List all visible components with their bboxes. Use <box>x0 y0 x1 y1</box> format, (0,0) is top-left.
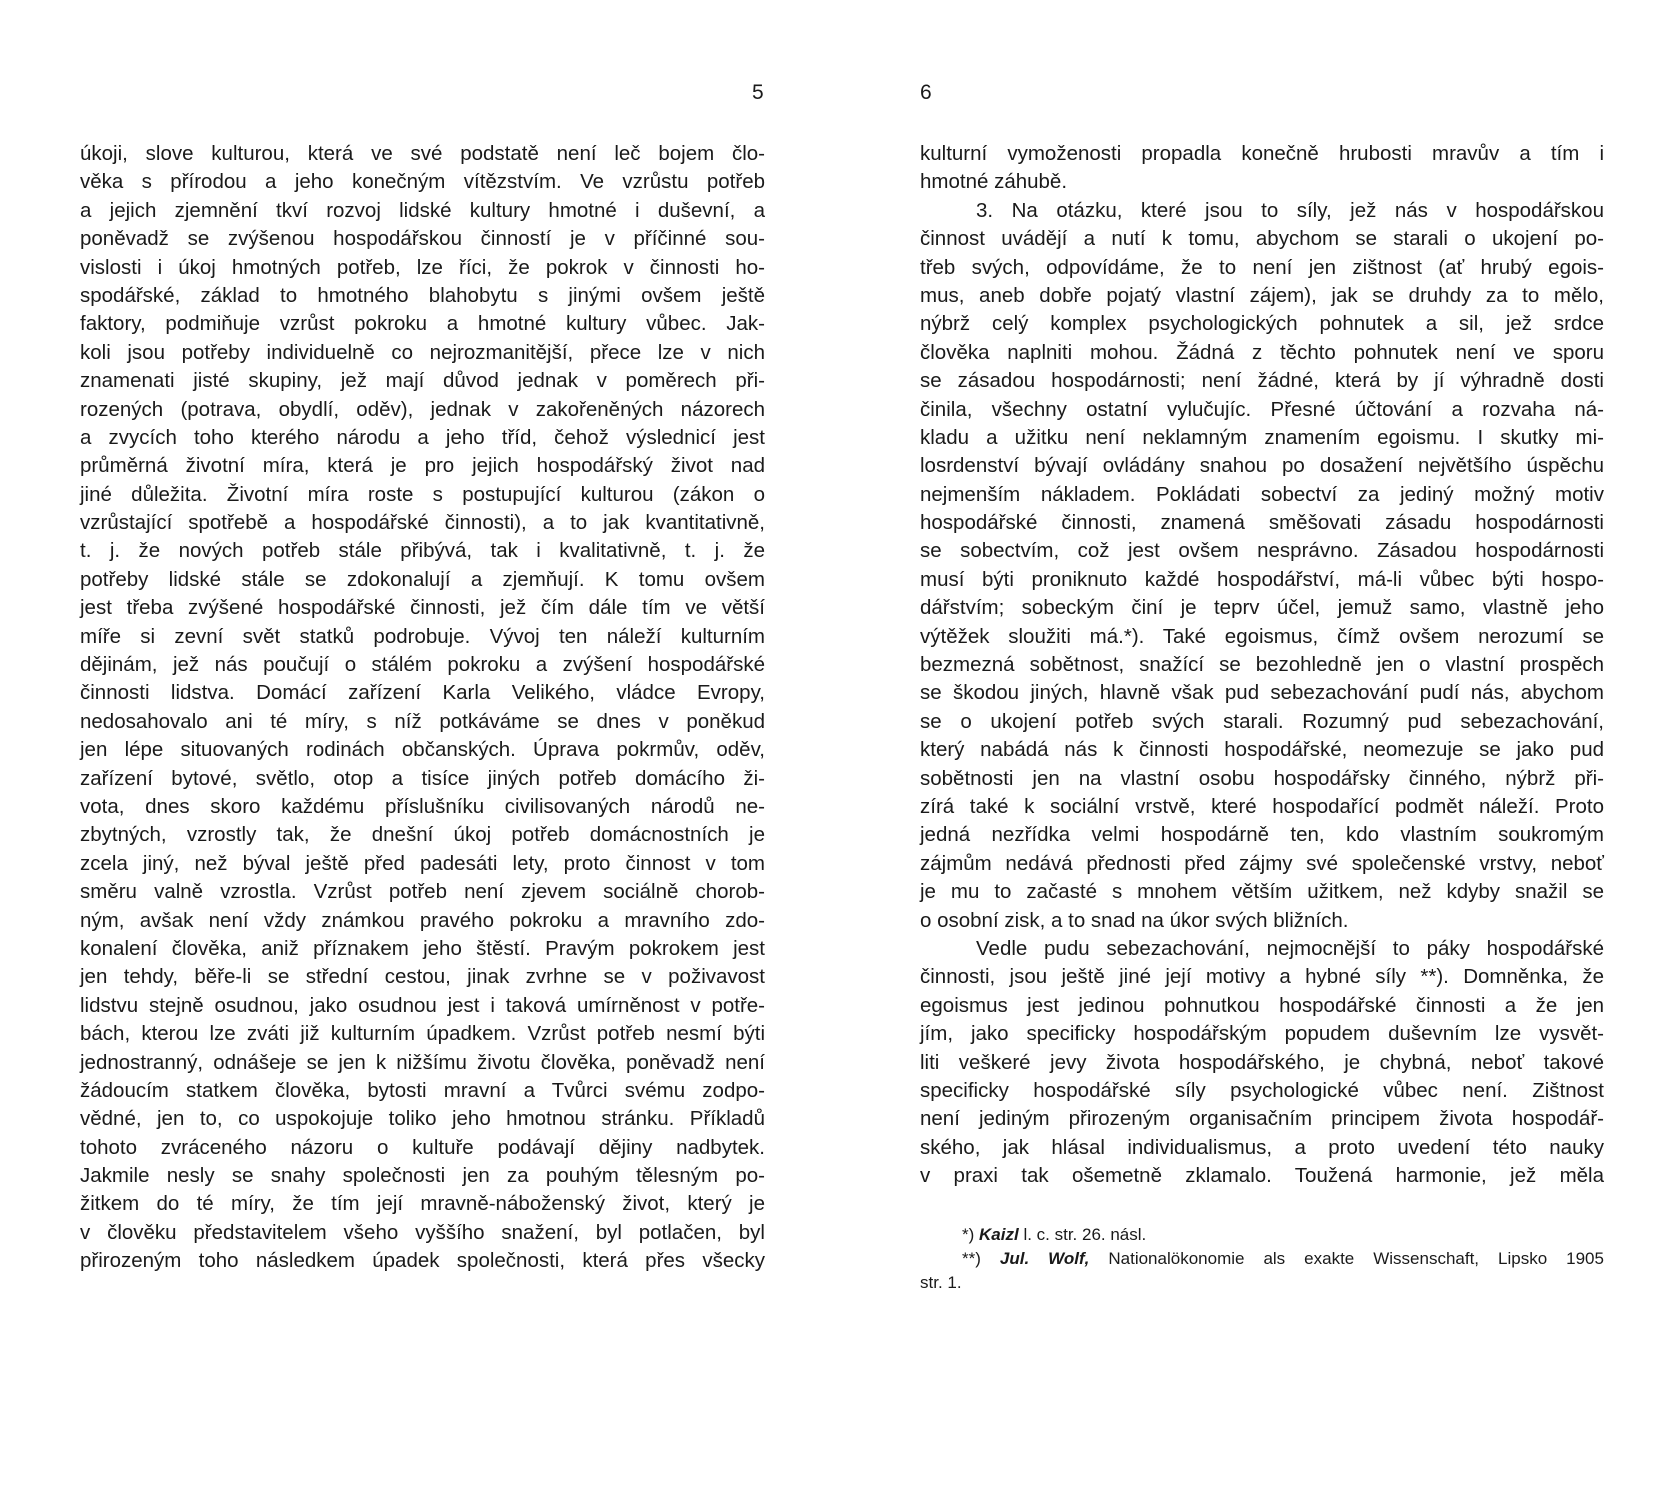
text-line: vota, dnes skoro každému příslušníku civilisovaných národů ne- <box>80 794 765 818</box>
text-line: hospodářské činnosti, znamená směšovati zásadu hospodárnosti <box>920 511 1604 535</box>
footnote-continuation: str. 1. <box>920 1273 962 1292</box>
footnote-author: Kaizl <box>979 1225 1019 1244</box>
text-line: tohoto zvráceného názoru o kultuře podávají dějiny nadbytek. <box>80 1135 765 1159</box>
text-line: úkoji, slove kulturou, která ve své podstatě není leč bojem člo- <box>80 142 765 165</box>
left-page-text <box>80 140 765 1276</box>
text-line: zájmům nedává přednosti před zájmy své společenské vrstvy, neboť <box>920 851 1604 875</box>
text-line: se o ukojení potřeb svých starali. Rozumný pud sebezachování, <box>920 709 1604 733</box>
text-line: ným, avšak není vždy známkou pravého pokroku a mravního zdo- <box>80 908 765 932</box>
footnote-author: Jul. Wolf, <box>999 1249 1090 1268</box>
text-line: jiné důležita. Životní míra roste s postupující kulturou (zákon o <box>80 482 765 506</box>
text-line: faktory, podmiňuje vzrůst pokroku a hmotné kultury vůbec. Jak- <box>80 312 765 336</box>
text-line: musí býti proniknuto každé hospodářství, má-li vůbec býti hospo- <box>920 567 1604 591</box>
text-line: liti veškeré jevy života hospodářského, je chybná, neboť takové <box>920 1050 1604 1074</box>
footnote <box>920 1247 1604 1295</box>
text-line: nedosahovalo ani té míry, s níž potkáváme se dnes v poněkud <box>80 709 765 733</box>
text-line: v praxi tak ošemetně zklamalo. Toužená harmonie, jež měla <box>920 1164 1604 1188</box>
text-line: a zvycích toho kterého národu a jeho tříd, čehož výslednicí jest <box>80 425 765 449</box>
text-line: směru valně vzrostla. Vzrůst potřeb není zjevem sociálně chorob- <box>80 880 765 904</box>
text-line: není jediným přirozeným organisačním principem života hospodář- <box>920 1107 1604 1131</box>
text-line: o osobní zisk, a to snad na úkor svých bližních. <box>920 908 1349 932</box>
footnote-text: l. c. str. 26. násl. <box>1023 1225 1147 1244</box>
text-line: se zásadou hospodárnosti; není žádné, která by jí výhradně dosti <box>920 369 1604 393</box>
text-line: Jakmile nesly se snahy společnosti jen za pouhým tělesným po- <box>80 1164 765 1188</box>
text-line: dářstvím; sobeckým činí je teprv účel, jemuž samo, vlastně jeho <box>920 596 1604 620</box>
text-line: potřeby lidské stále se zdokonalují a zjemňují. K tomu ovšem <box>80 567 765 591</box>
text-line: činnosti lidstva. Domácí zařízení Karla Velikého, vládce Evropy, <box>80 681 765 705</box>
text-line: který nabádá nás k činnosti hospodářské, neomezuje se jako pud <box>920 738 1604 762</box>
text-line: spodářské, základ to hmotného blahobytu s jinými ovšem ještě <box>80 283 765 307</box>
text-line: losrdenství bývají ovládány snahou po dosažení největšího úspěchu <box>920 454 1604 478</box>
text-line: zařízení bytové, světlo, otop a tisíce jiných potřeb domácího ži- <box>80 766 765 790</box>
text-line: zbytných, vzrostly tak, že dnešní úkoj potřeb domácnostních je <box>80 823 765 847</box>
text-line: jen tehdy, běře-li se střední cestou, jinak zvrhne se v poživavost <box>80 965 765 989</box>
text-line: egoismus jest jedinou pohnutkou hospodářské činnosti a že jen <box>920 993 1604 1017</box>
text-line: třeb svých, odpovídáme, že to není jen zištnost (ať hrubý egois- <box>920 255 1604 279</box>
footnote <box>920 1223 1604 1247</box>
text-line: výtěžek sloužiti má.*). Také egoismus, čímž ovšem nerozumí se <box>920 624 1604 648</box>
text-line: koli jsou potřeby individuelně co nejrozmanitější, přece lze v nich <box>80 340 765 364</box>
text-line: dějinám, jež nás poučují o stálém pokroku a zvýšení hospodářské <box>80 653 765 677</box>
text-line: poněvadž se zvýšenou hospodářskou činností je v příčinné sou- <box>80 227 765 251</box>
text-line: bách, kterou lze zváti již kulturním úpadkem. Vzrůst potřeb nesmí býti <box>80 1022 765 1046</box>
text-line: jím, jako specificky hospodářským popudem duševním lze vysvět- <box>920 1022 1604 1046</box>
text-line: žitkem do té míry, že tím její mravně-náboženský život, který je <box>80 1192 765 1216</box>
text-line: zírá také k sociální vrstvě, které hospodařící podmět náleží. Proto <box>920 794 1604 818</box>
text-line: t. j. že nových potřeb stále přibývá, tak i kvalitativně, t. j. že <box>80 539 765 563</box>
text-line: vzrůstající spotřebě a hospodářské činnosti), a to jak kvantitativně, <box>80 511 765 535</box>
footnote-line <box>920 1247 1604 1271</box>
text-line: vislosti i úkoj hmotných potřeb, lze říci, že pokrok v činnosti ho- <box>80 255 765 279</box>
text-line: kladu a užitku není neklamným znamením egoismu. I skutky mi- <box>920 425 1604 449</box>
text-line: jen lépe situovaných rodinách občanských. Úprava pokrmův, oděv, <box>80 738 765 762</box>
text-line: mus, aneb dobře pojatý vlastní zájem), jak se druhdy za to mělo, <box>920 283 1604 307</box>
text-line: specificky hospodářské síly psychologické vůbec není. Zištnost <box>920 1078 1604 1102</box>
text-line: jedná nezřídka velmi hospodárně ten, kdo vlastním soukromým <box>920 823 1604 847</box>
text-line: je mu to začasté s mnohem větším užitkem, než kdyby snažil se <box>920 880 1604 904</box>
section-heading-line: 3. Na otázku, které jsou to síly, jež nás v hospodářskou <box>976 198 1604 222</box>
text-line: bezmezná sobětnost, snažící se bezohledně jen o vlastní prospěch <box>920 653 1604 677</box>
text-line: činnost uvádějí a nutí k tomu, abychom se starali o ukojení po- <box>920 227 1604 251</box>
text-line: vědné, jen to, co uspokojuje toliko jeho hmotnou stránku. Příkladů <box>80 1107 765 1131</box>
text-line: konalení člověka, aniž příznakem jeho štěstí. Pravým pokrokem jest <box>80 936 765 960</box>
text-line: kulturní vymoženosti propadla konečně hrubosti mravův a tím i <box>920 142 1604 165</box>
page-number-left: 5 <box>752 81 764 104</box>
text-line: v člověku představitelem všeho vyššího snažení, byl potlačen, byl <box>80 1220 765 1244</box>
text-line: zcela jiný, než býval ještě před padesáti lety, proto činnost v tom <box>80 851 765 875</box>
text-line: činila, všechny ostatní vylučujíc. Přesné účtování a rozvaha ná- <box>920 397 1604 421</box>
text-line: přirozeným toho následkem úpadek společnosti, která přes všecky <box>80 1249 765 1273</box>
text-line: žádoucím statkem člověka, bytosti mravní a Tvůrci svému zodpo- <box>80 1078 765 1102</box>
text-line: jednostranný, odnášeje se jen k nižšímu životu člověka, poněvadž není <box>80 1050 765 1074</box>
text-line: a jejich zjemnění tkví rozvoj lidské kultury hmotné i duševní, a <box>80 198 765 222</box>
text-line: míře si zevní svět statků podrobuje. Vývoj ten náleží kulturním <box>80 624 765 648</box>
text-line: lidstvu stejně osudnou, jako osudnou jest i taková umírněnost v potře- <box>80 993 765 1017</box>
footnote-marker: **) <box>962 1249 981 1268</box>
right-page-text <box>920 140 1604 1190</box>
footnotes <box>920 1223 1604 1295</box>
text-line: průměrná životní míra, která je pro jejich hospodářský život nad <box>80 454 765 478</box>
footnote-text: Nationalökonomie als exakte Wissenschaft, Lipsko 1905 <box>1108 1249 1604 1268</box>
text-line: činnosti, jsou ještě jiné její motivy a hybné síly **). Domněnka, že <box>920 965 1604 989</box>
text-line: hmotné záhubě. <box>920 170 1068 194</box>
text-line: se škodou jiných, hlavně však pud sebezachování pudí nás, abychom <box>920 681 1604 705</box>
text-line: jest třeba zvýšené hospodářské činnosti, jež čím dále tím ve větší <box>80 596 765 620</box>
page-number-right: 6 <box>920 81 932 104</box>
footnote-marker: *) <box>962 1225 975 1244</box>
text-line: znamenati jisté skupiny, jež mají důvod jednak v poměrech při- <box>80 369 765 393</box>
text-line: Vedle pudu sebezachování, nejmocnější to páky hospodářské <box>976 936 1604 960</box>
text-line: sobětnosti jen na vlastní osobu hospodářsky činného, nýbrž při- <box>920 766 1604 790</box>
text-line: se sobectvím, což jest ovšem nesprávno. Zásadou hospodárnosti <box>920 539 1604 563</box>
text-line: věka s přírodou a jeho konečným vítězstvím. Ve vzrůstu potřeb <box>80 170 765 194</box>
right-page <box>836 0 1672 1500</box>
text-line: člověka naplniti mohou. Žádná z těchto pohnutek není ve sporu <box>920 340 1604 364</box>
footnote-line <box>920 1223 1604 1247</box>
text-line: nejmenším nákladem. Pokládati sobectví za jediný možný motiv <box>920 482 1604 506</box>
text-line: rozených (potrava, obydlí, oděv), jednak v zakořeněných názorech <box>80 397 765 421</box>
text-line: ského, jak hlásal individualismus, a proto uvedení této nauky <box>920 1135 1604 1159</box>
text-line: nýbrž celý komplex psychologických pohnutek a sil, jež srdce <box>920 312 1604 336</box>
